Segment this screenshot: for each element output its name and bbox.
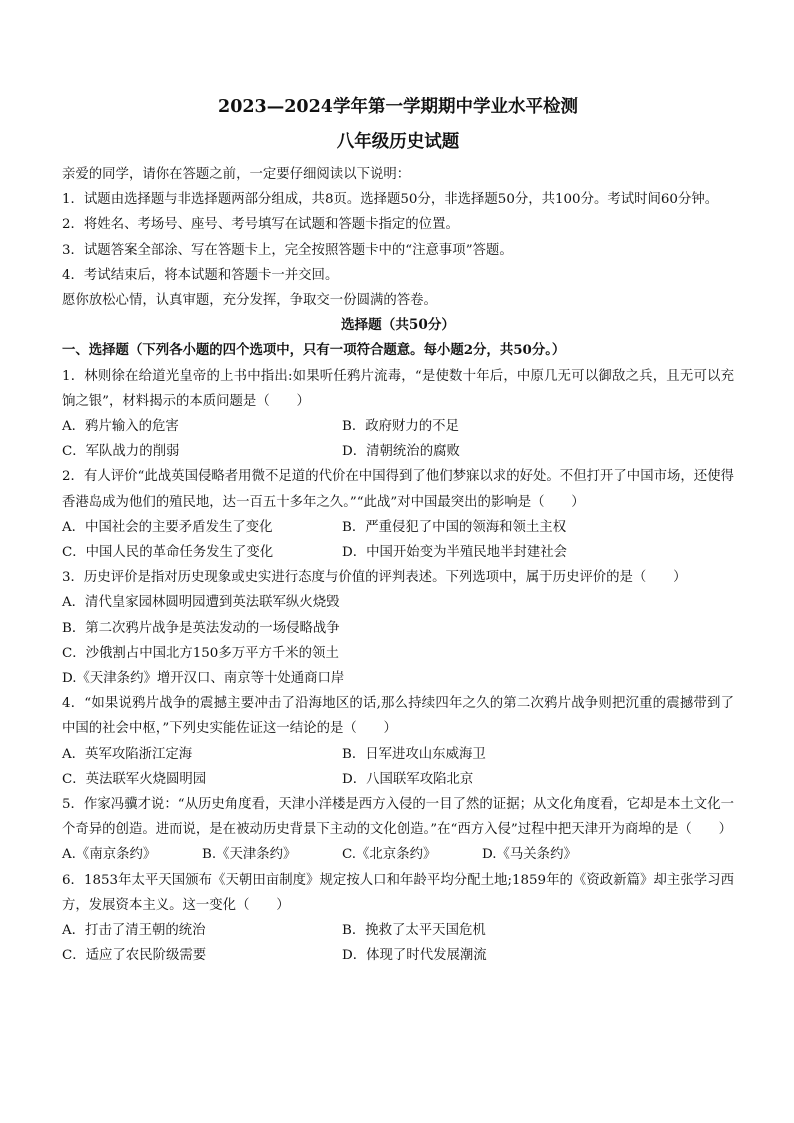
option-a: A．英军攻陷浙江定海	[62, 746, 193, 762]
option-b: B.《天津条约》	[202, 847, 297, 863]
option-row	[62, 943, 734, 968]
exam-page	[62, 96, 734, 969]
option-d: D．中国开始变为半殖民地半封建社会	[342, 545, 567, 561]
option-b: B．政府财力的不足	[342, 419, 459, 435]
option-row	[62, 540, 734, 565]
option-b: B．日军进攻山东威海卫	[342, 746, 486, 762]
question-stem: 1．林则徐在给道光皇帝的上书中指出:如果听任鸦片流毒，“是使数十年后，中原几无可以御敌之兵，且无可以充饷之银”，材料揭示的本质问题是（ ）	[62, 368, 734, 409]
option-row	[62, 742, 734, 767]
option-d: D．清朝统治的腐败	[342, 444, 460, 460]
question-4	[62, 691, 734, 792]
option-c: C．中国人民的革命任务发生了变化	[62, 545, 274, 561]
question-5	[62, 792, 734, 868]
option-d: D．八国联军攻陷北京	[342, 771, 474, 787]
option-b: B．第二次鸦片战争是英法发动的一场侵略战争	[62, 620, 340, 636]
question-6	[62, 868, 734, 969]
option-c: C．英法联军火烧圆明园	[62, 771, 207, 787]
instruction-item: 2．将姓名、考场号、座号、考号填写在试题和答题卡指定的位置。	[62, 217, 459, 233]
option-c: C．军队战力的削弱	[62, 444, 180, 460]
option-a: A．中国社会的主要矛盾发生了变化	[62, 519, 273, 535]
option-row	[62, 842, 734, 867]
instructions-greeting: 亲爱的同学，请你在答题之前，一定要仔细阅读以下说明：	[62, 167, 411, 182]
option-row	[62, 918, 734, 943]
option-row	[62, 767, 734, 792]
option-a: A．鸦片输入的危害	[62, 419, 179, 435]
option-a: A．清代皇家园林圆明园遭到英法联军纵火烧毁	[62, 595, 340, 611]
exam-title: 2023—2024学年第一学期期中学业水平检测	[218, 97, 578, 117]
option-a: A.《南京条约》	[62, 847, 157, 863]
option-c: C．沙俄割占中国北方150多万平方千米的领土	[62, 645, 339, 661]
option-d: D.《天津条约》增开汉口、南京等十处通商口岸	[62, 671, 345, 687]
instruction-item: 3．试题答案全部涂、写在答题卡上，完全按照答题卡中的“注意事项”答题。	[62, 242, 513, 258]
instruction-item: 4．考试结束后，将本试题和答题卡一并交回。	[62, 267, 339, 283]
option-a: A．打击了清王朝的统治	[62, 923, 206, 939]
section-title: 选择题（共50分）	[340, 317, 456, 334]
option-row	[62, 414, 734, 439]
option-c: C．适应了农民阶级需要	[62, 948, 207, 964]
question-stem: 5．作家冯骥才说：“从历史角度看，天津小洋楼是西方入侵的一目了然的证据；从文化角度看，它却是本土文化一个奇异的创造。进而说，是在被动历史背景下主动的文化创造。”在“西方入侵”过程中把天津开为商埠的是（ ）	[62, 797, 734, 838]
option-b: B．严重侵犯了中国的领海和领土主权	[342, 519, 567, 535]
option-row	[62, 515, 734, 540]
option-row	[62, 439, 734, 464]
section-heading: 一、选择题（下列各小题的四个选项中，只有一项符合题意。每小题2分，共50分。）	[62, 342, 566, 359]
instructions-closing: 愿你放松心情，认真审题，充分发挥，争取交一份圆满的答卷。	[62, 293, 437, 309]
option-d: D．体现了时代发展潮流	[342, 948, 487, 964]
option-c: C.《北京条约》	[342, 847, 437, 863]
question-stem: 2．有人评价“此战英国侵略者用微不足道的代价在中国得到了他们梦寐以求的好处。不但打开了中国市场，还使得香港岛成为他们的殖民地，达一百五十多年之久。”“此战”对中国最突出的影响是（ ）	[62, 469, 734, 510]
question-1	[62, 364, 734, 465]
exam-subtitle: 八年级历史试题	[336, 132, 460, 152]
question-stem: 4．“如果说鸦片战争的震撼主要冲击了沿海地区的话,那么持续四年之久的第二次鸦片战争则把沉重的震撼带到了中国的社会中枢，”下列史实能佐证这一结论的是（ ）	[62, 696, 734, 737]
option-b: B．挽救了太平天国危机	[342, 923, 486, 939]
instruction-item: 1．试题由选择题与非选择题两部分组成，共8页。选择题50分，非选择题50分，共100分。考试时间60分钟。	[62, 192, 719, 208]
question-3	[62, 565, 734, 691]
question-stem: 3．历史评价是指对历史现象或史实进行态度与价值的评判表述。下列选项中，属于历史评价的是（ ）	[62, 570, 687, 586]
question-stem: 6．1853年太平天国颁布《天朝田亩制度》规定按人口和年龄平均分配土地;1859年的《资政新篇》却主张学习西方，发展资本主义。这一变化（ ）	[62, 872, 734, 913]
option-d: D.《马关条约》	[482, 847, 577, 863]
question-2	[62, 464, 734, 565]
instructions	[62, 162, 734, 313]
